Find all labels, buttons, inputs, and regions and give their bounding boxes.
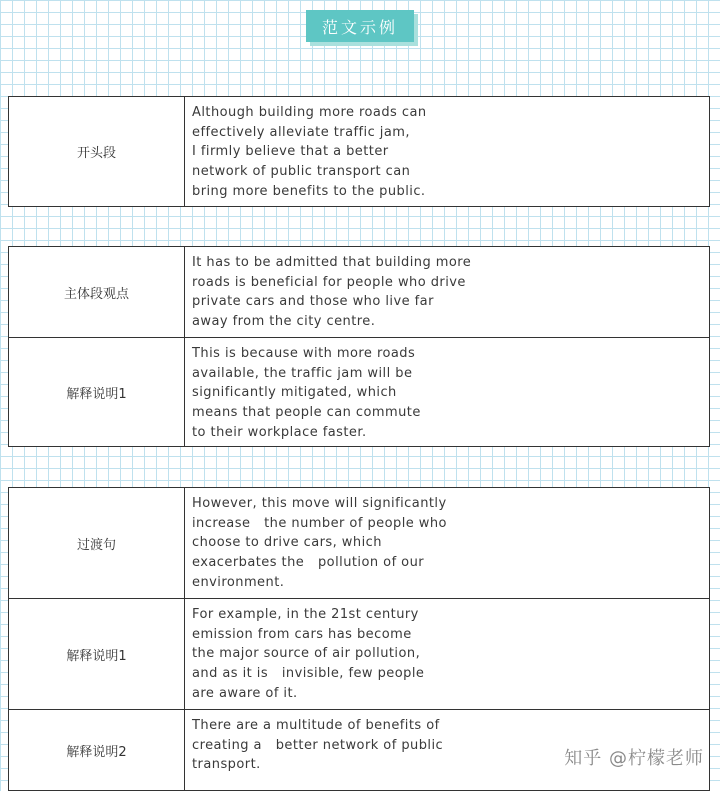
essay-table-intro	[8, 96, 710, 207]
row-label: 开头段	[9, 97, 185, 206]
row-text: This is because with more roads available, the traffic jam will be significantly mitigated, which means that people can commute to their workplace faster.	[192, 346, 421, 440]
row-label: 过渡句	[9, 488, 185, 598]
row-text: For example, in the 21st century emission from cars has become the major source of air pollution, and as it is invisible, few people are aware of it.	[192, 607, 425, 701]
table-row	[9, 337, 709, 446]
row-text: There are a multitude of benefits of creating a better network of public transport.	[192, 718, 444, 773]
row-text: However, this move will significantly increase the number of people who choose to drive cars, which exacerbates the pollution of our environment.	[192, 496, 447, 590]
table-row	[9, 598, 709, 709]
section-title-banner	[306, 10, 414, 42]
row-text: Although building more roads can effectively alleviate traffic jam, I firmly believe that a better network of public transport can bring more benefits to the public.	[192, 105, 427, 199]
table-row	[9, 488, 709, 598]
row-label: 解释说明1	[9, 599, 185, 709]
row-label: 解释说明1	[9, 338, 185, 446]
essay-table-body	[8, 246, 710, 447]
banner-title: 范文示例	[321, 17, 398, 37]
zhihu-watermark: 知乎 @柠檬老师	[564, 748, 704, 769]
table-row	[9, 247, 709, 337]
table-row	[9, 97, 709, 206]
row-label: 主体段观点	[9, 247, 185, 337]
row-label: 解释说明2	[9, 710, 185, 790]
row-text: It has to be admitted that building more roads is beneficial for people who drive private cars and those who live far away from the city centre.	[192, 255, 472, 330]
